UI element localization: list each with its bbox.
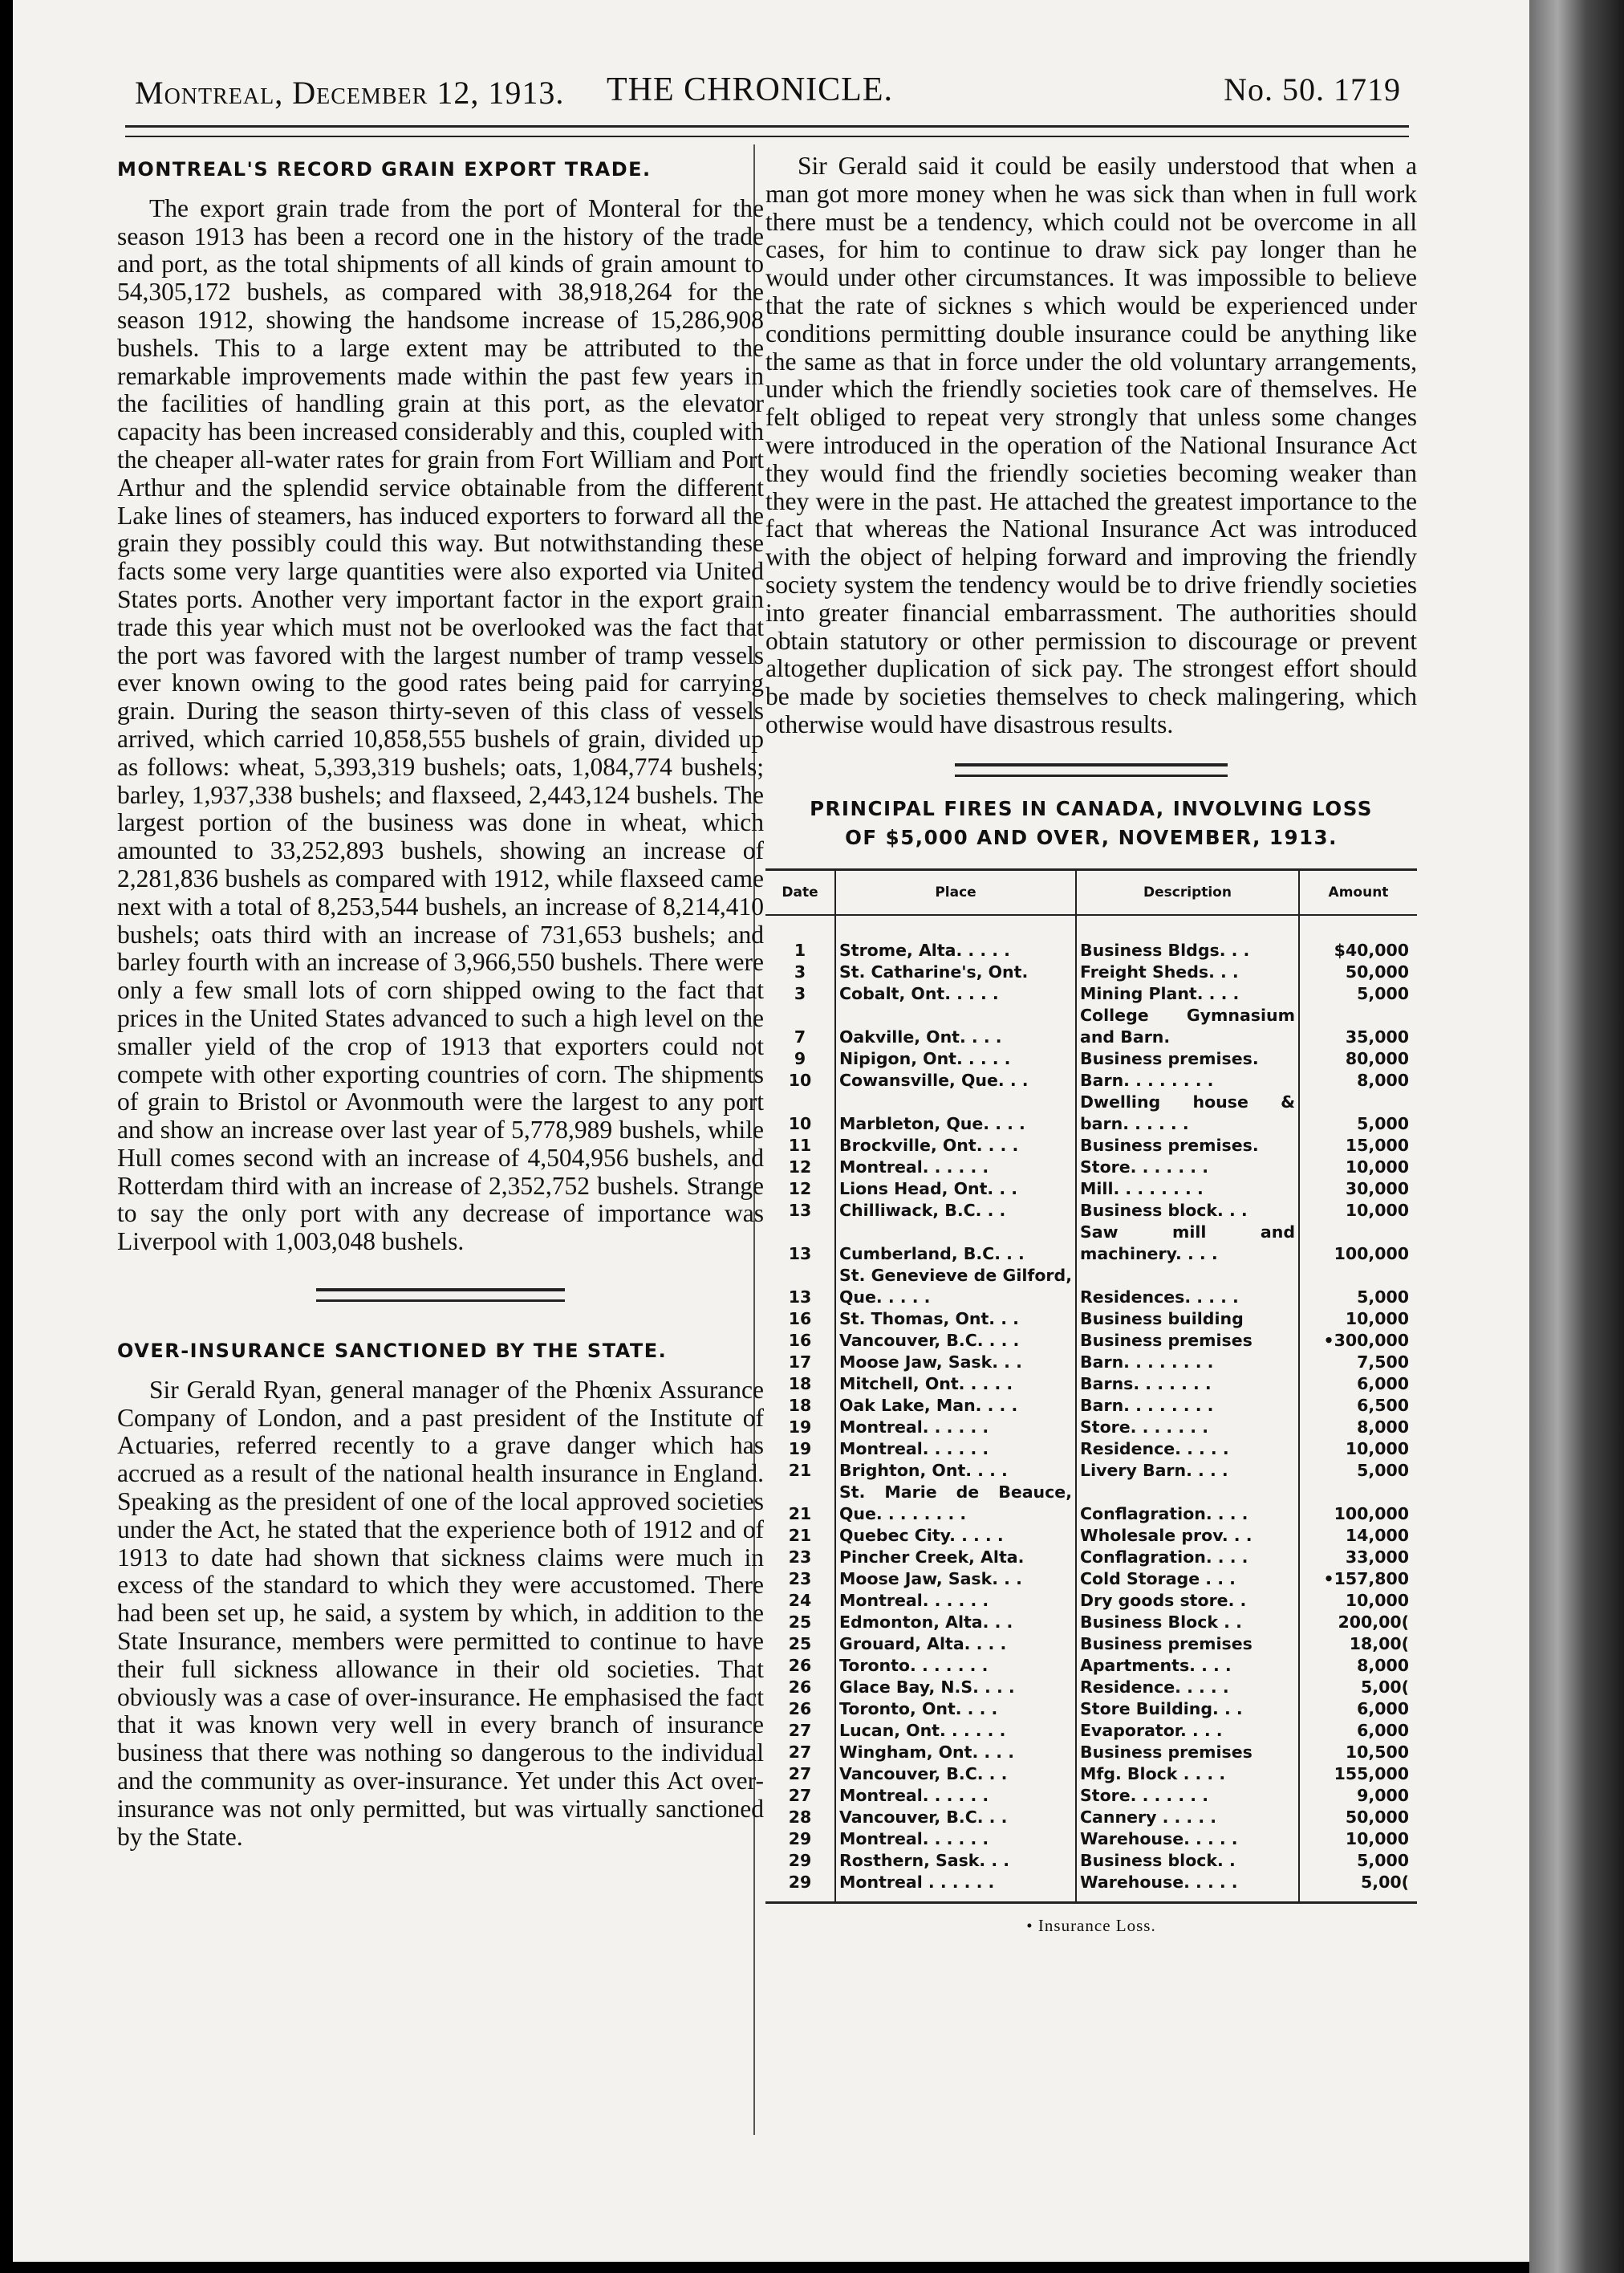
article2-body: Sir Gerald Ryan, general manager of the Phœnix Assurance Company of London, and a past president of the Institute of Actuaries, referred recently to a grave danger which has accrued as a result of the national health insurance in England. Speaking as the president of one of the local approved societies under the Act, he stated that the experience both of 1912 and of 1913 to date had shown that sickness claims were much in excess of the standard to which they were accustomed. There had been set up, he said, a system by which, in addition to the State Insurance, members were permitted to continue to have their full sickness allowance in their old societies. That obviously was a case of over-insurance. He emphasised the fact that it was known very well in every branch of insurance business that there was nothing so dangerous to the individual and the community as over-insurance. Yet under this Act over-insurance was not only permitted, but was virtually sanctioned by the State. — [117, 1375, 764, 1851]
cell-description: Conflagration. . . . — [1076, 1547, 1299, 1568]
cell-place: Toronto, Ont. . . . — [835, 1698, 1076, 1720]
article1-body: The export grain trade from the port of Monteral for the season 1913 has been a record one in the history of the trade and port, as the total shipments of all kinds of grain amount to 54,305,172 bushels, as compared with 38,918,264 for the season 1912, showing the handsome increase of 15,286,908 bushels. This to a large extent may be attributed to the remarkable improvements made within the past few years in the facilities of handling grain at this port, as the elevator capacity has been increased considerably and this, coupled with the cheaper all-water rates for grain from Fort William and Port Arthur and the splendid service obtainable from the different Lake lines of steamers, has induced exporters to forward all the grain they possibly could this way. But notwithstanding these facts some very large quantities were also exported via United States ports. Another very important factor in the export grain trade this year which must not be overlooked was the fact that the port was favored with the largest number of tramp vessels ever known owing to the good rates being paid for carrying grain. During the season thirty-seven of this class of vessels arrived, which carried 10,858,555 bushels of grain, divided up as follows: wheat, 5,393,319 bushels; oats, 1,084,774 bushels; barley, 1,937,338 bushels; and flaxseed, 2,443,124 bushels. The largest portion of the business was done in wheat, which amounted to 33,252,893 bushels, showing an increase of 2,281,836 bushels as compared with 1912, while flaxseed came next with a total of 8,253,544 bushels, an increase of 8,214,410 bushels; oats third with an increase of 731,653 bushels; and barley fourth with an increase of 3,966,550 bushels. There were only a few small lots of corn shipped owing to the fact that prices in the United States advanced to such a high level on the smaller yield of the crop of 1913 that exporters could not compete with other exporting countries of corn. The shipments of grain to Bristol or Avonmouth were the largest to any port and show an increase over last year of 5,778,989 bushels, while Hull comes second with an increase of 4,504,956 bushels, and Rotterdam third with an increase of 2,352,752 bushels. Strange to say the only port with any decrease of importance was Liverpool with 1,003,048 bushels. — [117, 193, 764, 1256]
cell-date: 26 — [788, 1698, 812, 1718]
table-row — [765, 1460, 1417, 1482]
cell-amount: 5,000 — [1299, 983, 1417, 1005]
cell-place: Wingham, Ont. . . . — [835, 1742, 1076, 1763]
cell-place: Montreal. . . . . . — [835, 1438, 1076, 1460]
cell-date: 12 — [788, 1157, 812, 1177]
cell-date: 7 — [794, 1027, 806, 1047]
cell-place: Oak Lake, Man. . . . — [835, 1395, 1076, 1417]
table-row — [765, 1720, 1417, 1742]
cell-date: 21 — [788, 1525, 812, 1545]
table-row — [765, 1547, 1417, 1568]
cell-description: Barn. . . . . . . . — [1076, 1395, 1299, 1417]
table-row — [765, 1352, 1417, 1373]
cell-amount: 5,00( — [1299, 1677, 1417, 1698]
cell-date: 10 — [788, 1113, 812, 1133]
table-row — [765, 983, 1417, 1005]
cell-description: Residence. . . . . — [1076, 1677, 1299, 1698]
cell-date: 27 — [788, 1763, 812, 1783]
table-row — [765, 1763, 1417, 1785]
cell-date: 27 — [788, 1785, 812, 1805]
cell-date: 18 — [788, 1373, 812, 1393]
fires-table-title-line1: PRINCIPAL FIRES IN CANADA, INVOLVING LOSS — [810, 796, 1373, 820]
cell-place: Moose Jaw, Sask. . . — [835, 1568, 1076, 1590]
table-row — [765, 1590, 1417, 1612]
cell-amount: 30,000 — [1299, 1178, 1417, 1200]
cell-description: Cannery . . . . . — [1076, 1807, 1299, 1828]
cell-date: 25 — [788, 1612, 812, 1632]
cell-place: Brighton, Ont. . . . — [835, 1460, 1076, 1482]
table-row — [765, 1157, 1417, 1178]
cell-description: Residences. . . . . — [1076, 1265, 1299, 1308]
cell-place: Lucan, Ont. . . . . . — [835, 1720, 1076, 1742]
cell-place: Brockville, Ont. . . . — [835, 1135, 1076, 1157]
table-row — [765, 1655, 1417, 1677]
cell-date: 28 — [788, 1807, 812, 1827]
table-row — [765, 1482, 1417, 1525]
table-row — [765, 1438, 1417, 1460]
cell-amount: 10,000 — [1299, 1308, 1417, 1330]
cell-place: Montreal. . . . . . — [835, 1590, 1076, 1612]
table-row — [765, 1092, 1417, 1135]
fires-table — [765, 868, 1417, 1904]
cell-amount: 6,000 — [1299, 1373, 1417, 1395]
cell-description: Cold Storage . . . — [1076, 1568, 1299, 1590]
cell-description: Residence. . . . . — [1076, 1438, 1299, 1460]
cell-amount: 10,500 — [1299, 1742, 1417, 1763]
cell-place: Cowansville, Que. . . — [835, 1070, 1076, 1092]
cell-date: 3 — [794, 962, 806, 982]
cell-description: Business Block . . — [1076, 1612, 1299, 1633]
right-column — [765, 152, 1417, 1940]
header-amount: Amount — [1299, 869, 1417, 915]
cell-description: Business block. . — [1076, 1850, 1299, 1872]
cell-description: Store. . . . . . . — [1076, 1785, 1299, 1807]
fires-table-title-line2: OF $5,000 AND OVER, NOVEMBER, 1913. — [845, 825, 1338, 849]
table-row — [765, 1308, 1417, 1330]
table-row — [765, 1265, 1417, 1308]
cell-place: Edmonton, Alta. . . — [835, 1612, 1076, 1633]
fires-table-body — [765, 915, 1417, 1903]
cell-description: Business Bldgs. . . — [1076, 915, 1299, 962]
cell-amount: 8,000 — [1299, 1655, 1417, 1677]
cell-date: 19 — [788, 1438, 812, 1458]
cell-date: 13 — [788, 1200, 812, 1220]
cell-date: 23 — [788, 1568, 812, 1588]
article2-continuation: Sir Gerald said it could be easily understood that when a man got more money when he was sick than when in full work there must be a tendency, which could not be overcome in all cases, for him to continue to draw sick pay longer than he would under other circumstances. It was impossible to believe that the rate of sicknes s which would be experienced under conditions permitting double insurance could be anything like the same as that in force under the old voluntary arrangements, under which the friendly societies took care of themselves. He felt obliged to repeat very strongly that unless some changes were introduced in the operation of the National Insurance Act they would find the friendly societies becoming weaker than they were in the past. He attached the greatest importance to the fact that whereas the National Insurance Act was introduced with the object of helping forward and improving the friendly society system the tendency would be to drive friendly societies into greater financial embarrassment. The authorities should obtain statutory or other permission to discourage or prevent altogether duplication of sick pay. The strongest effort should be made by societies themselves to check malingering, which otherwise would have disastrous results. — [765, 152, 1417, 738]
cell-amount: 5,000 — [1299, 1850, 1417, 1872]
cell-amount: 10,000 — [1299, 1157, 1417, 1178]
table-row — [765, 1872, 1417, 1903]
cell-place: Moose Jaw, Sask. . . — [835, 1352, 1076, 1373]
cell-description: Store Building. . . — [1076, 1698, 1299, 1720]
cell-date: 26 — [788, 1655, 812, 1675]
table-row — [765, 1698, 1417, 1720]
cell-amount: $40,000 — [1299, 915, 1417, 962]
cell-description: Barns. . . . . . . — [1076, 1373, 1299, 1395]
cell-amount: 18,00( — [1299, 1633, 1417, 1655]
cell-place: St. Marie de Beauce, Que. . . . . . . . — [835, 1482, 1076, 1525]
cell-date: 27 — [788, 1720, 812, 1740]
cell-description: Business block. . . — [1076, 1200, 1299, 1222]
cell-amount: 8,000 — [1299, 1070, 1417, 1092]
cell-amount: 50,000 — [1299, 1807, 1417, 1828]
table-row — [765, 1677, 1417, 1698]
cell-description: Wholesale prov. . . — [1076, 1525, 1299, 1547]
cell-place: Oakville, Ont. . . . — [835, 1005, 1076, 1048]
table-row — [765, 915, 1417, 962]
cell-place: Nipigon, Ont. . . . . — [835, 1048, 1076, 1070]
table-row — [765, 1525, 1417, 1547]
cell-place: Montreal. . . . . . — [835, 1785, 1076, 1807]
header-place: Place — [835, 869, 1076, 915]
cell-amount: 5,000 — [1299, 1460, 1417, 1482]
table-row — [765, 1785, 1417, 1807]
cell-date: 18 — [788, 1395, 812, 1415]
cell-place: Glace Bay, N.S. . . . — [835, 1677, 1076, 1698]
table-row — [765, 1850, 1417, 1872]
cell-date: 13 — [788, 1287, 812, 1307]
cell-amount: 35,000 — [1299, 1005, 1417, 1048]
cell-amount: 33,000 — [1299, 1547, 1417, 1568]
cell-date: 16 — [788, 1330, 812, 1350]
cell-date: 10 — [788, 1070, 812, 1090]
cell-amount: 10,000 — [1299, 1590, 1417, 1612]
cell-description: Apartments. . . . — [1076, 1655, 1299, 1677]
cell-description: Dwelling house & barn. . . . . . — [1076, 1092, 1299, 1135]
scan-bottom-edge — [13, 2262, 1529, 2273]
cell-place: Mitchell, Ont. . . . . — [835, 1373, 1076, 1395]
table-row — [765, 1828, 1417, 1850]
cell-place: Montreal . . . . . . — [835, 1872, 1076, 1903]
cell-place: Vancouver, B.C. . . — [835, 1807, 1076, 1828]
cell-date: 21 — [788, 1503, 812, 1523]
left-column — [117, 152, 764, 1851]
cell-amount: 6,500 — [1299, 1395, 1417, 1417]
cell-description: Business premises — [1076, 1330, 1299, 1352]
table-row — [765, 1395, 1417, 1417]
cell-date: 11 — [788, 1135, 812, 1155]
cell-amount: 100,000 — [1299, 1222, 1417, 1265]
cell-amount: 15,000 — [1299, 1135, 1417, 1157]
table-row — [765, 1373, 1417, 1395]
cell-description: Business premises — [1076, 1742, 1299, 1763]
header-date: Date — [765, 869, 835, 915]
cell-place: Vancouver, B.C. . . . — [835, 1330, 1076, 1352]
cell-description: Freight Sheds. . . — [1076, 962, 1299, 983]
cell-description: Mill. . . . . . . . — [1076, 1178, 1299, 1200]
cell-description: Business premises — [1076, 1633, 1299, 1655]
table-row — [765, 1633, 1417, 1655]
cell-description: Barn. . . . . . . . — [1076, 1352, 1299, 1373]
cell-place: St. Thomas, Ont. . . — [835, 1308, 1076, 1330]
cell-date: 21 — [788, 1460, 812, 1480]
cell-date: 24 — [788, 1590, 812, 1610]
table-row — [765, 1048, 1417, 1070]
header-description: Description — [1076, 869, 1299, 915]
cell-amount: 14,000 — [1299, 1525, 1417, 1547]
cell-amount: 50,000 — [1299, 962, 1417, 983]
fires-table-header-row — [765, 869, 1417, 915]
cell-place: Pincher Creek, Alta. — [835, 1547, 1076, 1568]
cell-place: Marbleton, Que. . . . — [835, 1092, 1076, 1135]
cell-place: Rosthern, Sask. . . — [835, 1850, 1076, 1872]
cell-description: Saw mill and machinery. . . . — [1076, 1222, 1299, 1265]
cell-amount: 6,000 — [1299, 1720, 1417, 1742]
cell-amount: 155,000 — [1299, 1763, 1417, 1785]
table-row — [765, 1417, 1417, 1438]
table-row — [765, 1005, 1417, 1048]
cell-description: Business premises. — [1076, 1048, 1299, 1070]
cell-description: Store. . . . . . . — [1076, 1417, 1299, 1438]
cell-place: St. Genevieve de Gilford, Que. . . . . — [835, 1265, 1076, 1308]
cell-amount: 10,000 — [1299, 1828, 1417, 1850]
cell-date: 3 — [794, 983, 806, 1003]
cell-date: 29 — [788, 1828, 812, 1848]
cell-place: St. Catharine's, Ont. — [835, 962, 1076, 983]
cell-date: 16 — [788, 1308, 812, 1328]
cell-amount: 10,000 — [1299, 1200, 1417, 1222]
cell-place: Quebec City. . . . . — [835, 1525, 1076, 1547]
book-binding-edge — [1529, 0, 1624, 2273]
cell-place: Cobalt, Ont. . . . . — [835, 983, 1076, 1005]
cell-amount: 10,000 — [1299, 1438, 1417, 1460]
page-header — [125, 71, 1401, 119]
table-row — [765, 962, 1417, 983]
cell-date: 27 — [788, 1742, 812, 1762]
cell-place: Lions Head, Ont. . . — [835, 1178, 1076, 1200]
cell-amount: 80,000 — [1299, 1048, 1417, 1070]
table-footnote: • Insurance Loss. — [1026, 1915, 1156, 1935]
fires-table-title — [765, 795, 1417, 852]
cell-date: 26 — [788, 1677, 812, 1697]
table-row — [765, 1612, 1417, 1633]
cell-amount: 9,000 — [1299, 1785, 1417, 1807]
cell-place: Grouard, Alta. . . . — [835, 1633, 1076, 1655]
table-separator — [955, 763, 1228, 777]
cell-place: Montreal. . . . . . — [835, 1157, 1076, 1178]
cell-description: Store. . . . . . . — [1076, 1157, 1299, 1178]
cell-amount: 5,00( — [1299, 1872, 1417, 1903]
table-row — [765, 1568, 1417, 1590]
table-row — [765, 1742, 1417, 1763]
cell-description: Barn. . . . . . . . — [1076, 1070, 1299, 1092]
table-row — [765, 1330, 1417, 1352]
table-row — [765, 1070, 1417, 1092]
cell-amount: 100,000 — [1299, 1482, 1417, 1525]
table-row — [765, 1178, 1417, 1200]
cell-place: Toronto. . . . . . . — [835, 1655, 1076, 1677]
cell-date: 25 — [788, 1633, 812, 1653]
cell-date: 17 — [788, 1352, 812, 1372]
cell-amount: 6,000 — [1299, 1698, 1417, 1720]
cell-amount: •300,000 — [1299, 1330, 1417, 1352]
article-separator — [316, 1288, 565, 1302]
table-row — [765, 1222, 1417, 1265]
cell-description: Business premises. — [1076, 1135, 1299, 1157]
cell-description: Livery Barn. . . . — [1076, 1460, 1299, 1482]
cell-place: Montreal. . . . . . — [835, 1828, 1076, 1850]
header-rule — [125, 125, 1409, 137]
article2-headline: OVER-INSURANCE SANCTIONED BY THE STATE. — [117, 1340, 668, 1363]
cell-description: College Gymnasium and Barn. — [1076, 1005, 1299, 1048]
cell-description: Conflagration. . . . — [1076, 1482, 1299, 1525]
newspaper-page — [13, 0, 1532, 2262]
cell-date: 29 — [788, 1850, 812, 1870]
cell-date: 13 — [788, 1243, 812, 1263]
table-row — [765, 1135, 1417, 1157]
cell-description: Warehouse. . . . . — [1076, 1872, 1299, 1903]
cell-description: Dry goods store. . — [1076, 1590, 1299, 1612]
cell-date: 1 — [794, 940, 806, 960]
cell-place: Chilliwack, B.C. . . — [835, 1200, 1076, 1222]
cell-amount: 200,00( — [1299, 1612, 1417, 1633]
dateline: Montreal, December 12, 1913. — [135, 75, 565, 111]
cell-place: Cumberland, B.C. . . — [835, 1222, 1076, 1265]
cell-description: Evaporator. . . . — [1076, 1720, 1299, 1742]
article1-headline: MONTREAL'S RECORD GRAIN EXPORT TRADE. — [117, 158, 652, 181]
cell-date: 12 — [788, 1178, 812, 1198]
table-row — [765, 1200, 1417, 1222]
cell-amount: •157,800 — [1299, 1568, 1417, 1590]
cell-date: 29 — [788, 1872, 812, 1892]
issue-page-number: No. 50. 1719 — [1224, 71, 1401, 108]
cell-place: Montreal. . . . . . — [835, 1417, 1076, 1438]
cell-description: Business building — [1076, 1308, 1299, 1330]
table-row — [765, 1807, 1417, 1828]
cell-amount: 7,500 — [1299, 1352, 1417, 1373]
cell-amount: 5,000 — [1299, 1265, 1417, 1308]
publication-title: THE CHRONICLE. — [607, 71, 893, 108]
cell-date: 19 — [788, 1417, 812, 1437]
cell-date: 23 — [788, 1547, 812, 1567]
cell-description: Warehouse. . . . . — [1076, 1828, 1299, 1850]
cell-place: Strome, Alta. . . . . — [835, 915, 1076, 962]
cell-place: Vancouver, B.C. . . — [835, 1763, 1076, 1785]
cell-amount: 5,000 — [1299, 1092, 1417, 1135]
cell-date: 9 — [794, 1048, 806, 1068]
cell-description: Mining Plant. . . . — [1076, 983, 1299, 1005]
cell-description: Mfg. Block . . . . — [1076, 1763, 1299, 1785]
cell-amount: 8,000 — [1299, 1417, 1417, 1438]
